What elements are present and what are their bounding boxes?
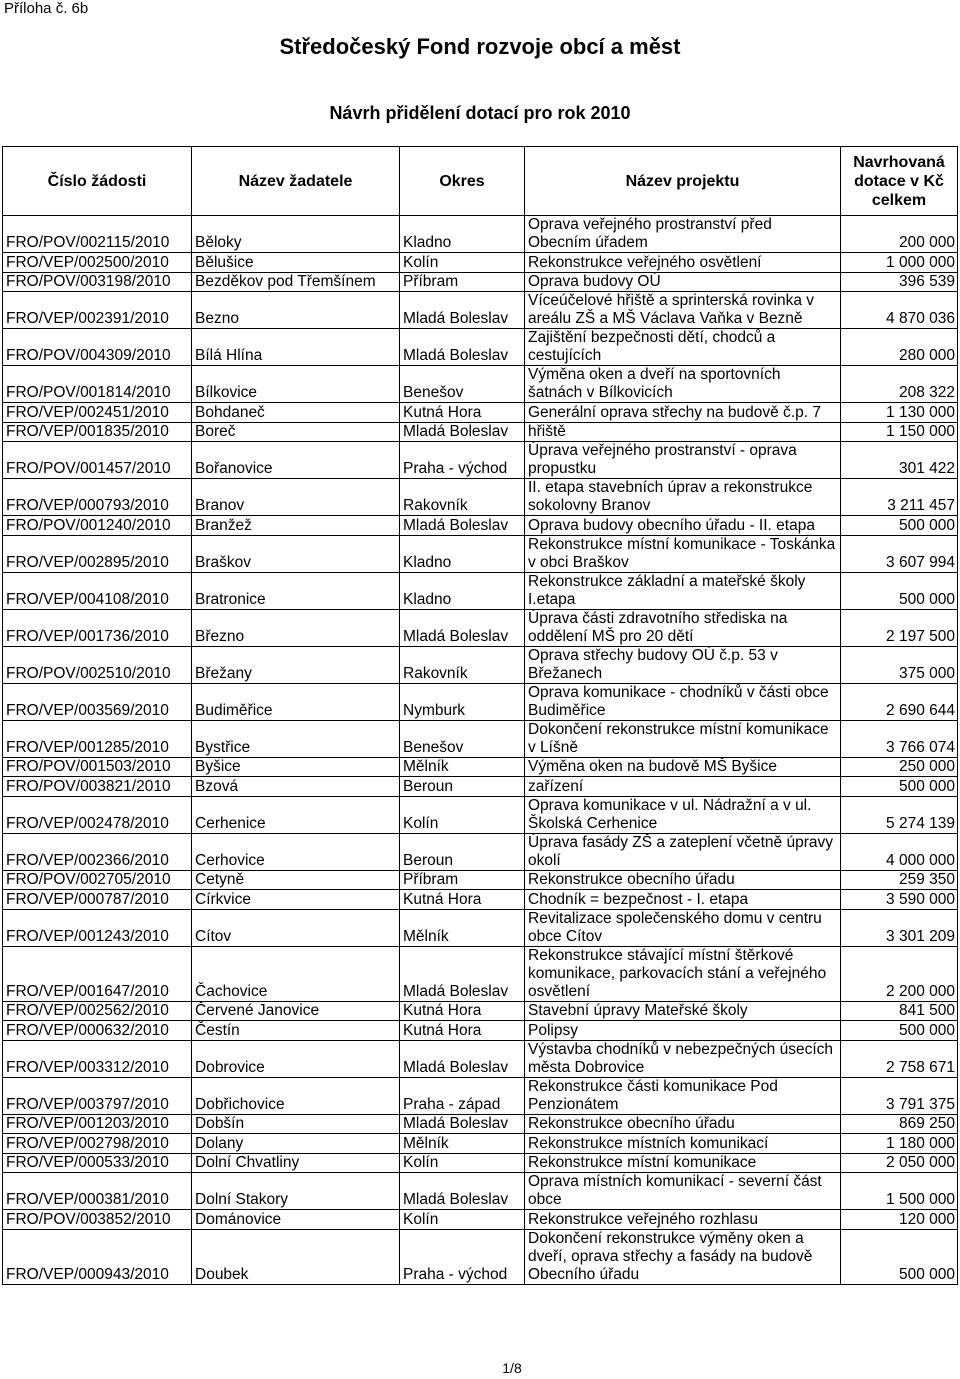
- cell-applicant: Čestín: [192, 1021, 400, 1041]
- cell-project: Zajištění bezpečnosti dětí, chodců a cestujících: [525, 329, 841, 366]
- cell-applicant: Dobrovice: [192, 1040, 400, 1077]
- cell-request-id: FRO/POV/002510/2010: [3, 646, 192, 683]
- cell-applicant: Bratronice: [192, 572, 400, 609]
- cell-project: Rekonstrukce místní komunikace: [525, 1153, 841, 1173]
- cell-request-id: FRO/POV/003852/2010: [3, 1210, 192, 1230]
- cell-amount: 2 690 644: [841, 683, 958, 720]
- cell-district: Benešov: [400, 366, 525, 403]
- cell-district: Rakovník: [400, 479, 525, 516]
- cell-district: Kutná Hora: [400, 1021, 525, 1041]
- cell-district: Kladno: [400, 535, 525, 572]
- cell-district: Kolín: [400, 253, 525, 273]
- cell-applicant: Červené Janovice: [192, 1001, 400, 1021]
- cell-amount: 500 000: [841, 1021, 958, 1041]
- table-body: [3, 216, 958, 1285]
- table-row: [3, 216, 958, 253]
- cell-project: Oprava budovy obecního úřadu - II. etapa: [525, 516, 841, 536]
- header-amount: Navrhovaná dotace v Kč celkem: [841, 147, 958, 216]
- table-row: [3, 796, 958, 833]
- cell-applicant: Branov: [192, 479, 400, 516]
- cell-applicant: Cerhenice: [192, 796, 400, 833]
- table-row: [3, 535, 958, 572]
- cell-amount: 208 322: [841, 366, 958, 403]
- cell-request-id: FRO/VEP/001835/2010: [3, 422, 192, 442]
- cell-applicant: Bezděkov pod Třemšínem: [192, 272, 400, 292]
- cell-request-id: FRO/VEP/003797/2010: [3, 1077, 192, 1114]
- cell-district: Praha - východ: [400, 442, 525, 479]
- cell-request-id: FRO/VEP/002798/2010: [3, 1134, 192, 1154]
- table-row: [3, 329, 958, 366]
- cell-district: Kladno: [400, 572, 525, 609]
- cell-amount: 841 500: [841, 1001, 958, 1021]
- cell-project: Rekonstrukce části komunikace Pod Penzionátem: [525, 1077, 841, 1114]
- cell-applicant: Bohdaneč: [192, 403, 400, 423]
- cell-applicant: Cítov: [192, 909, 400, 946]
- cell-district: Mladá Boleslav: [400, 292, 525, 329]
- table-row: [3, 777, 958, 797]
- document-title: Středočeský Fond rozvoje obcí a měst: [279, 34, 681, 59]
- cell-amount: 4 000 000: [841, 833, 958, 870]
- cell-district: Mladá Boleslav: [400, 1114, 525, 1134]
- cell-project: Rekonstrukce veřejného osvětlení: [525, 253, 841, 273]
- cell-amount: 200 000: [841, 216, 958, 253]
- cell-district: Mladá Boleslav: [400, 609, 525, 646]
- table-row: [3, 1077, 958, 1114]
- cell-amount: 280 000: [841, 329, 958, 366]
- cell-amount: 5 274 139: [841, 796, 958, 833]
- cell-applicant: Dobšín: [192, 1114, 400, 1134]
- cell-district: Mělník: [400, 1134, 525, 1154]
- cell-applicant: Dománovice: [192, 1210, 400, 1230]
- cell-applicant: Doubek: [192, 1229, 400, 1284]
- cell-district: Příbram: [400, 870, 525, 890]
- cell-district: Mladá Boleslav: [400, 1173, 525, 1210]
- table-row: [3, 572, 958, 609]
- cell-amount: 869 250: [841, 1114, 958, 1134]
- cell-amount: 3 607 994: [841, 535, 958, 572]
- cell-district: Kolín: [400, 1153, 525, 1173]
- cell-applicant: Bezno: [192, 292, 400, 329]
- cell-project: Generální oprava střechy na budově č.p. 7: [525, 403, 841, 423]
- cell-project: Výměna oken a dveří na sportovních šatnách v Bílkovicích: [525, 366, 841, 403]
- cell-applicant: Dolany: [192, 1134, 400, 1154]
- cell-request-id: FRO/POV/002115/2010: [3, 216, 192, 253]
- table-row: [3, 609, 958, 646]
- cell-district: Mladá Boleslav: [400, 516, 525, 536]
- cell-district: Rakovník: [400, 646, 525, 683]
- table-row: [3, 1040, 958, 1077]
- cell-district: Mladá Boleslav: [400, 329, 525, 366]
- cell-request-id: FRO/POV/001503/2010: [3, 757, 192, 777]
- cell-district: Kutná Hora: [400, 890, 525, 910]
- cell-amount: 1 180 000: [841, 1134, 958, 1154]
- table-row: [3, 683, 958, 720]
- cell-applicant: Bílá Hlína: [192, 329, 400, 366]
- cell-amount: 1 130 000: [841, 403, 958, 423]
- cell-district: Mladá Boleslav: [400, 1040, 525, 1077]
- cell-project: Úprava fasády ZŠ a zateplení včetně úpravy okolí: [525, 833, 841, 870]
- cell-project: Rekonstrukce místních komunikací: [525, 1134, 841, 1154]
- table-row: [3, 442, 958, 479]
- cell-amount: 396 539: [841, 272, 958, 292]
- cell-applicant: Čachovice: [192, 946, 400, 1001]
- cell-project: Polipsy: [525, 1021, 841, 1041]
- cell-request-id: FRO/VEP/000787/2010: [3, 890, 192, 910]
- cell-request-id: FRO/POV/003821/2010: [3, 777, 192, 797]
- table-row: [3, 890, 958, 910]
- cell-applicant: Církvice: [192, 890, 400, 910]
- table-row: [3, 366, 958, 403]
- cell-applicant: Dolní Stakory: [192, 1173, 400, 1210]
- cell-amount: 259 350: [841, 870, 958, 890]
- cell-project: Rekonstrukce stávající místní štěrkové komunikace, parkovacích stání a veřejného osvětlení: [525, 946, 841, 1001]
- cell-amount: 1 500 000: [841, 1173, 958, 1210]
- table-row: [3, 1210, 958, 1230]
- cell-applicant: Cetyně: [192, 870, 400, 890]
- cell-applicant: Bělušice: [192, 253, 400, 273]
- cell-request-id: FRO/VEP/003312/2010: [3, 1040, 192, 1077]
- cell-amount: 3 590 000: [841, 890, 958, 910]
- header-district: Okres: [400, 147, 525, 216]
- cell-request-id: FRO/VEP/002391/2010: [3, 292, 192, 329]
- cell-request-id: FRO/VEP/002478/2010: [3, 796, 192, 833]
- table-row: [3, 909, 958, 946]
- cell-project: Revitalizace společenského domu v centru obce Cítov: [525, 909, 841, 946]
- page-number: 1/8: [502, 1360, 522, 1376]
- cell-district: Příbram: [400, 272, 525, 292]
- cell-district: Nymburk: [400, 683, 525, 720]
- table-row: [3, 1153, 958, 1173]
- cell-amount: 1 000 000: [841, 253, 958, 273]
- cell-project: Úprava veřejného prostranství - oprava propustku: [525, 442, 841, 479]
- cell-request-id: FRO/POV/001457/2010: [3, 442, 192, 479]
- cell-applicant: Dobřichovice: [192, 1077, 400, 1114]
- table-row: [3, 946, 958, 1001]
- cell-amount: 3 766 074: [841, 720, 958, 757]
- cell-applicant: Dolní Chvatliny: [192, 1153, 400, 1173]
- cell-project: Výměna oken na budově MŠ Byšice: [525, 757, 841, 777]
- cell-applicant: Bořanovice: [192, 442, 400, 479]
- header-request-id: Číslo žádosti: [3, 147, 192, 216]
- cell-amount: 375 000: [841, 646, 958, 683]
- cell-amount: 3 211 457: [841, 479, 958, 516]
- cell-applicant: Březno: [192, 609, 400, 646]
- cell-request-id: FRO/VEP/000793/2010: [3, 479, 192, 516]
- cell-request-id: FRO/VEP/000381/2010: [3, 1173, 192, 1210]
- cell-request-id: FRO/VEP/001285/2010: [3, 720, 192, 757]
- cell-amount: 2 758 671: [841, 1040, 958, 1077]
- cell-amount: 500 000: [841, 572, 958, 609]
- cell-project: Výstavba chodníků v nebezpečných úsecích města Dobrovice: [525, 1040, 841, 1077]
- cell-amount: 2 050 000: [841, 1153, 958, 1173]
- cell-amount: 250 000: [841, 757, 958, 777]
- table-row: [3, 479, 958, 516]
- table-row: [3, 833, 958, 870]
- cell-district: Kutná Hora: [400, 403, 525, 423]
- table-row: [3, 272, 958, 292]
- cell-district: Mladá Boleslav: [400, 422, 525, 442]
- cell-project: Oprava místních komunikací - severní část obce: [525, 1173, 841, 1210]
- cell-amount: 3 301 209: [841, 909, 958, 946]
- cell-project: Rekonstrukce místní komunikace - Toskánka v obci Braškov: [525, 535, 841, 572]
- cell-request-id: FRO/VEP/000943/2010: [3, 1229, 192, 1284]
- cell-applicant: Bílkovice: [192, 366, 400, 403]
- cell-amount: 500 000: [841, 516, 958, 536]
- table-row: [3, 516, 958, 536]
- cell-amount: 4 870 036: [841, 292, 958, 329]
- cell-amount: 301 422: [841, 442, 958, 479]
- cell-district: Praha - východ: [400, 1229, 525, 1284]
- cell-request-id: FRO/POV/001240/2010: [3, 516, 192, 536]
- cell-request-id: FRO/VEP/002451/2010: [3, 403, 192, 423]
- cell-request-id: FRO/VEP/002500/2010: [3, 253, 192, 273]
- cell-request-id: FRO/VEP/001736/2010: [3, 609, 192, 646]
- cell-district: Mladá Boleslav: [400, 946, 525, 1001]
- cell-project: Stavební úpravy Mateřské školy: [525, 1001, 841, 1021]
- cell-applicant: Boreč: [192, 422, 400, 442]
- table-row: [3, 403, 958, 423]
- table-row: [3, 1001, 958, 1021]
- cell-applicant: Braškov: [192, 535, 400, 572]
- cell-project: Víceúčelové hřiště a sprinterská rovinka v areálu ZŠ a MŠ Václava Vaňka v Bezně: [525, 292, 841, 329]
- cell-amount: 3 791 375: [841, 1077, 958, 1114]
- cell-district: Beroun: [400, 833, 525, 870]
- cell-request-id: FRO/VEP/004108/2010: [3, 572, 192, 609]
- cell-request-id: FRO/POV/004309/2010: [3, 329, 192, 366]
- cell-project: Oprava komunikace - chodníků v části obce Budiměřice: [525, 683, 841, 720]
- cell-project: Dokončení rekonstrukce výměny oken a dveří, oprava střechy a fasády na budově Obecního úřadu: [525, 1229, 841, 1284]
- cell-district: Beroun: [400, 777, 525, 797]
- header-applicant: Název žadatele: [192, 147, 400, 216]
- cell-request-id: FRO/POV/003198/2010: [3, 272, 192, 292]
- cell-district: Mělník: [400, 909, 525, 946]
- cell-project: hřiště: [525, 422, 841, 442]
- table-header-row: [3, 147, 958, 216]
- cell-project: Rekonstrukce základní a mateřské školy I.etapa: [525, 572, 841, 609]
- cell-request-id: FRO/POV/002705/2010: [3, 870, 192, 890]
- cell-project: Oprava veřejného prostranství před Obecním úřadem: [525, 216, 841, 253]
- cell-district: Kolín: [400, 1210, 525, 1230]
- table-row: [3, 1021, 958, 1041]
- cell-district: Kolín: [400, 796, 525, 833]
- grants-table: [2, 146, 958, 1285]
- cell-request-id: FRO/VEP/000632/2010: [3, 1021, 192, 1041]
- cell-applicant: Byšice: [192, 757, 400, 777]
- table-row: [3, 870, 958, 890]
- table-row: [3, 720, 958, 757]
- table-row: [3, 646, 958, 683]
- cell-request-id: FRO/VEP/001243/2010: [3, 909, 192, 946]
- table-row: [3, 1134, 958, 1154]
- cell-request-id: FRO/VEP/003569/2010: [3, 683, 192, 720]
- annex-label: Příloha č. 6b: [4, 0, 89, 17]
- table-row: [3, 253, 958, 273]
- cell-project: II. etapa stavebních úprav a rekonstrukce sokolovny Branov: [525, 479, 841, 516]
- table-row: [3, 1173, 958, 1210]
- cell-applicant: Bystřice: [192, 720, 400, 757]
- table-row: [3, 1229, 958, 1284]
- cell-request-id: FRO/VEP/002562/2010: [3, 1001, 192, 1021]
- cell-project: zařízení: [525, 777, 841, 797]
- cell-applicant: Cerhovice: [192, 833, 400, 870]
- cell-applicant: Břežany: [192, 646, 400, 683]
- cell-project: Chodník = bezpečnost - I. etapa: [525, 890, 841, 910]
- cell-request-id: FRO/VEP/002895/2010: [3, 535, 192, 572]
- cell-amount: 2 200 000: [841, 946, 958, 1001]
- cell-project: Úprava části zdravotního střediska na oddělení MŠ pro 20 dětí: [525, 609, 841, 646]
- cell-district: Benešov: [400, 720, 525, 757]
- cell-project: Rekonstrukce obecního úřadu: [525, 870, 841, 890]
- cell-request-id: FRO/VEP/001647/2010: [3, 946, 192, 1001]
- cell-applicant: Branžež: [192, 516, 400, 536]
- cell-district: Praha - západ: [400, 1077, 525, 1114]
- document-subtitle: Návrh přidělení dotací pro rok 2010: [329, 103, 631, 123]
- cell-district: Kladno: [400, 216, 525, 253]
- cell-amount: 2 197 500: [841, 609, 958, 646]
- cell-request-id: FRO/VEP/000533/2010: [3, 1153, 192, 1173]
- cell-applicant: Běloky: [192, 216, 400, 253]
- cell-project: Dokončení rekonstrukce místní komunikace v Líšně: [525, 720, 841, 757]
- cell-amount: 500 000: [841, 777, 958, 797]
- table-row: [3, 422, 958, 442]
- header-project: Název projektu: [525, 147, 841, 216]
- table-row: [3, 1114, 958, 1134]
- cell-district: Kutná Hora: [400, 1001, 525, 1021]
- cell-project: Oprava střechy budovy OÚ č.p. 53 v Břežanech: [525, 646, 841, 683]
- cell-request-id: FRO/POV/001814/2010: [3, 366, 192, 403]
- cell-project: Rekonstrukce obecního úřadu: [525, 1114, 841, 1134]
- cell-request-id: FRO/VEP/001203/2010: [3, 1114, 192, 1134]
- cell-amount: 500 000: [841, 1229, 958, 1284]
- cell-request-id: FRO/VEP/002366/2010: [3, 833, 192, 870]
- cell-amount: 1 150 000: [841, 422, 958, 442]
- cell-project: Oprava budovy OÚ: [525, 272, 841, 292]
- cell-project: Rekonstrukce veřejného rozhlasu: [525, 1210, 841, 1230]
- cell-district: Mělník: [400, 757, 525, 777]
- table-row: [3, 757, 958, 777]
- cell-project: Oprava komunikace v ul. Nádražní a v ul. Školská Cerhenice: [525, 796, 841, 833]
- cell-amount: 120 000: [841, 1210, 958, 1230]
- cell-applicant: Bzová: [192, 777, 400, 797]
- table-row: [3, 292, 958, 329]
- cell-applicant: Budiměřice: [192, 683, 400, 720]
